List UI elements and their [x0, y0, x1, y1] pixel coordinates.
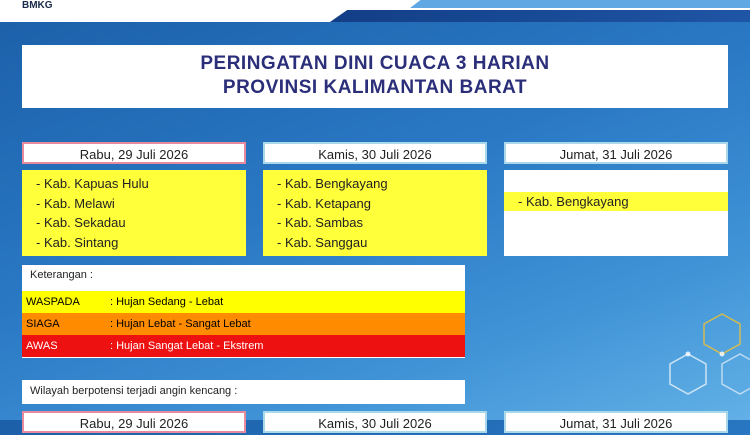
logo-text: BMKG	[22, 0, 53, 11]
day-label: Rabu, 29 Juli 2026	[79, 416, 189, 431]
day-list-2	[263, 170, 487, 256]
legend-row-awas	[22, 335, 465, 357]
legend-level: WASPADA	[26, 296, 80, 308]
day-list-1	[22, 170, 246, 256]
list-item: - Kab. Bengkayang	[277, 176, 388, 191]
day-header-3	[504, 142, 728, 164]
top-bar	[0, 0, 750, 22]
list-item: - Kab. Sambas	[277, 215, 363, 230]
day-label: Jumat, 31 Juli 2026	[559, 416, 673, 431]
title-line-1: PERINGATAN DINI CUACA 3 HARIAN	[200, 53, 550, 74]
legend-level: SIAGA	[26, 318, 60, 330]
wind-day-header-1	[22, 411, 246, 433]
legend-description: : Hujan Lebat - Sangat Lebat	[110, 318, 251, 330]
day-header-2	[263, 142, 487, 164]
wind-heading: Wilayah berpotensi terjadi angin kencang :	[30, 385, 238, 397]
hexagon-decoration-icon	[640, 300, 750, 420]
legend-row-waspada	[22, 291, 465, 313]
list-item: - Kab. Bengkayang	[518, 194, 629, 209]
day-label: Jumat, 31 Juli 2026	[559, 147, 673, 162]
legend-box	[22, 265, 465, 358]
list-item: - Kab. Sanggau	[277, 234, 368, 250]
day-label: Kamis, 30 Juli 2026	[318, 147, 432, 162]
list-item: - Kab. Sintang	[36, 234, 119, 250]
header-accent-stripe	[410, 0, 750, 8]
list-item: - Kab. Kapuas Hulu	[36, 176, 149, 191]
legend-row-siaga	[22, 313, 465, 335]
list-item: - Kab. Melawi	[36, 195, 115, 211]
legend-description: : Hujan Sangat Lebat - Ekstrem	[110, 340, 264, 352]
title-line-2: PROVINSI KALIMANTAN BARAT	[222, 77, 528, 98]
title-box	[22, 45, 728, 108]
wind-box	[22, 380, 465, 404]
wind-day-header-2	[263, 411, 487, 433]
day-label: Rabu, 29 Juli 2026	[79, 147, 189, 162]
day-label: Kamis, 30 Juli 2026	[318, 416, 432, 431]
list-item: - Kab. Sekadau	[36, 215, 126, 230]
header-stripe	[330, 10, 750, 22]
day-list-3	[504, 170, 728, 256]
list-item: - Kab. Ketapang	[277, 195, 371, 211]
legend-level: AWAS	[26, 340, 58, 352]
day-header-1	[22, 142, 246, 164]
legend-heading: Keterangan :	[30, 269, 93, 281]
legend-description: : Hujan Sedang - Lebat	[110, 296, 224, 308]
